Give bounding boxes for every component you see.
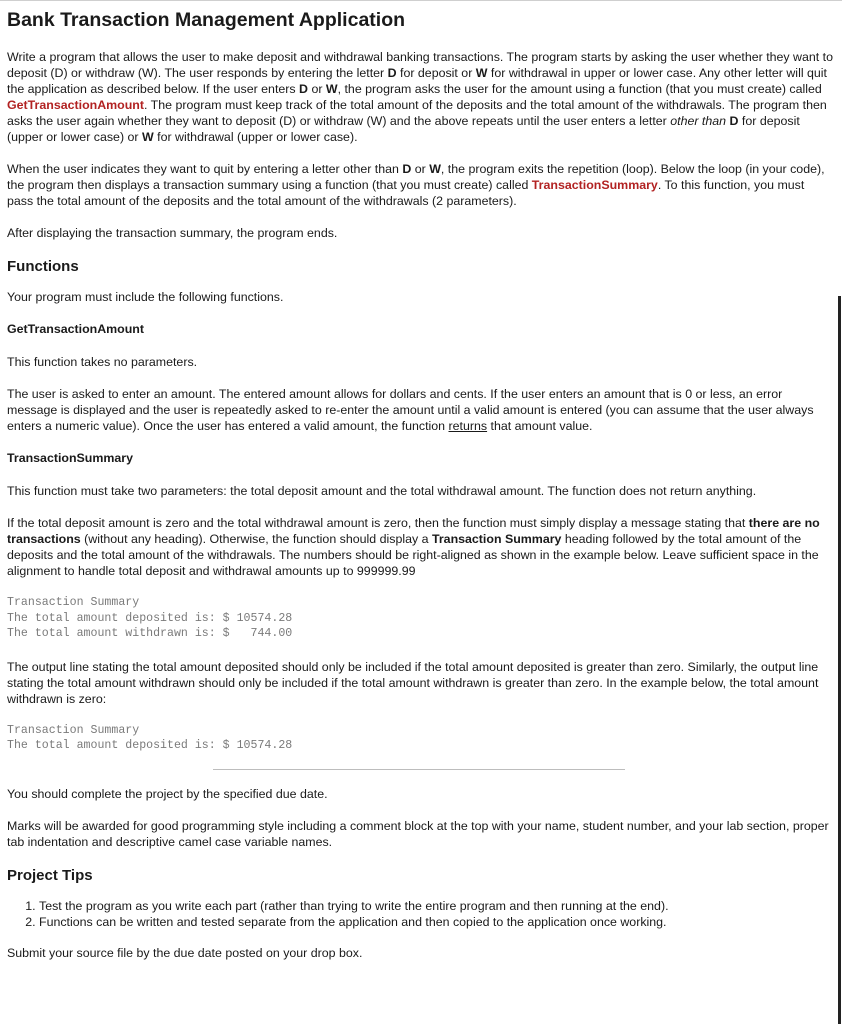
- text: that amount value.: [487, 419, 593, 433]
- text: W: [475, 66, 488, 80]
- text: W: [429, 162, 441, 176]
- get-paragraph-1: This function takes no parameters.: [7, 355, 198, 369]
- code-example-2: Transaction Summary The total amount deposited is: $ 10574.28: [7, 723, 293, 752]
- text: there are no transactions: [7, 516, 820, 546]
- text: heading followed by the total amount of the deposits and the total amount of the withdrawals. The numbers should be right-aligned as shown in the example below. Leave sufficient space in the alignment to handle total deposit and withdrawal amounts up to 999999.99: [7, 532, 819, 578]
- text: , the program asks the user for the amount using a function (that you must create) called: [337, 82, 822, 96]
- text: D: [387, 66, 397, 80]
- text: When the user indicates they want to quit by entering a letter other than: [7, 162, 403, 176]
- function-name-highlight: GetTransactionAmount: [7, 98, 144, 112]
- horizontal-divider: [213, 769, 625, 770]
- intro-paragraph-1: [7, 49, 833, 145]
- text: If the total deposit amount is zero and the total withdrawal amount is zero, then the function must simply display a message stating that: [7, 516, 749, 530]
- text: Write a program that allows the user to make deposit and withdrawal banking transactions. The program starts by asking the user whether they want to deposit (D) or withdraw (W). The user responds by entering the letter: [7, 50, 834, 80]
- summary-paragraph-1: This function must take two parameters: the total deposit amount and the total withdrawal amount. The function does not return anything.: [7, 484, 757, 498]
- text: for withdrawal in upper or lower case. Any other letter will quit the application as described below. If the user enters: [7, 66, 827, 96]
- text: Transaction Summary: [431, 532, 562, 546]
- summary-paragraph-3: The output line stating the total amount deposited should only be included if the total amount deposited is greater than zero. Similarly, the output line stating the total amount withdrawn should only be included if the total amount withdrawn is greater than zero. In the example below, the total amount withdrawn is zero:: [7, 659, 819, 706]
- code-example-1: Transaction Summary The total amount deposited is: $ 10574.28 The total amount withdrawn is: $ 744.00: [7, 596, 293, 640]
- function-name-highlight: TransactionSummary: [531, 178, 658, 192]
- project-tips-heading: Project Tips: [7, 866, 93, 884]
- list-item: 1. Test the program as you write each part (rather than trying to write the entire program and then running at the end).: [39, 898, 833, 914]
- scrollbar-edge: [838, 296, 841, 1024]
- text: D: [729, 114, 739, 128]
- text: or: [411, 162, 430, 176]
- text: . The program must keep track of the total amount of the deposits and the total amount of the withdrawals. The program then asks the user again whether they want to deposit (D) or withdraw (W) and the above repeats until the user enters a letter: [7, 98, 827, 128]
- text: D: [402, 162, 412, 176]
- text: The user is asked to enter an amount. The entered amount allows for dollars and cents. If the user enters an amount that is 0 or less, an error message is displayed and the user is repeatedly asked to re-enter the amount until a valid amount is entered (you can assume that the user always enters a numeric value). Once the user has entered a valid amount, the function: [7, 387, 814, 433]
- text: D: [299, 82, 308, 96]
- get-paragraph-2: [7, 386, 833, 434]
- functions-heading: Functions: [7, 258, 79, 275]
- text: , the program exits the repetition (loop). Below the loop (in your code), the program then displays a transaction summary using a function (that you must create) called: [7, 162, 825, 192]
- text: W: [325, 82, 338, 96]
- text: other than: [670, 114, 727, 128]
- summary-paragraph-2: [7, 515, 833, 579]
- text: for withdrawal (upper or lower case).: [153, 130, 358, 144]
- submit-instruction: Submit your source file by the due date posted on your drop box.: [7, 945, 363, 960]
- intro-paragraph-3: After displaying the transaction summary, the program ends.: [7, 226, 338, 240]
- get-transaction-amount-heading: GetTransactionAmount: [7, 322, 144, 336]
- list-item: 2. Functions can be written and tested separate from the application and then copied to the application once working.: [39, 914, 833, 930]
- document-body: [7, 8, 833, 977]
- page-title: Bank Transaction Management Application: [7, 9, 406, 31]
- functions-intro: Your program must include the following functions.: [7, 290, 284, 304]
- top-rule: [0, 0, 842, 1]
- closing-paragraph-2: Marks will be awarded for good programming style including a comment block at the top with your name, student number, and your lab section, proper tab indentation and descriptive camel case variable names.: [7, 818, 829, 849]
- text: W: [141, 130, 154, 144]
- text: for deposit (upper or lower case) or: [7, 114, 800, 144]
- text: or: [308, 82, 326, 96]
- closing-paragraph-1: You should complete the project by the specified due date.: [7, 786, 328, 801]
- text: returns: [448, 419, 488, 433]
- intro-paragraph-2: [7, 161, 833, 209]
- text: . To this function, you must pass the total amount of the deposits and the total amount of the withdrawals (2 parameters).: [7, 178, 805, 208]
- tips-list: [7, 898, 833, 930]
- text: for deposit or: [396, 66, 476, 80]
- transaction-summary-heading: TransactionSummary: [7, 451, 134, 465]
- text: (without any heading). Otherwise, the function should display a: [80, 532, 432, 546]
